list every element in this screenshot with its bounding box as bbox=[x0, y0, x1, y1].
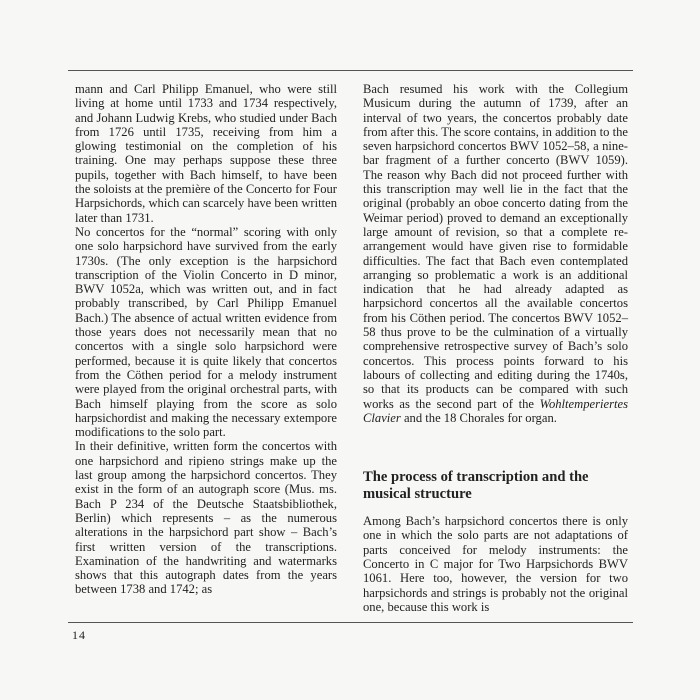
bottom-rule bbox=[68, 622, 633, 623]
right-paragraph-1 bbox=[363, 82, 628, 425]
left-paragraph-2: No concertos for the “normal” scoring with only one solo harpsichord have survived from the early 1730s. (The only exception is the harpsichord transcription of the Violin Concerto in D minor, BWV 1052a, which was written out, and in fact probably transcribed, by Carl Philipp Emanuel Bach.) The absence of actual written evidence from those years does not necessarily mean that no concertos with a single solo harpsichord were performed, because it is quite likely that concertos from the Cöthen period for a melody instrument were played from the original orchestral parts, with Bach himself playing from the score as solo harpsichordist and making the necessary extempore modifications to the solo part. bbox=[75, 224, 337, 440]
section-heading: The process of transcription and the musical structure bbox=[363, 469, 589, 503]
left-paragraph-3: In their definitive, written form the concertos with one harpsichord and ripieno strings make up the last group among the harpsichord concertos. They exist in the form of an autograph score (Mus. ms. Bach P 234 of the Deutsche Staatsbibliothek, Berlin) which represents – as the numerous alterations in the harpsichord part show – Bach’s first written version of the transcriptions. Examination of the handwriting and watermarks shows that this autograph dates from the years between 1738 and 1742; as bbox=[75, 439, 337, 597]
top-rule bbox=[68, 70, 633, 71]
left-column bbox=[75, 82, 337, 597]
right-paragraph-2: Among Bach’s harpsichord concertos there is only one in which the solo parts are not adaptations of parts conceived for melody instruments: the Concerto in C major for Two Harpsichords BWV 1061. Here too, however, the version for two harpsichords and strings is probably not the original one, because this work is bbox=[363, 514, 628, 614]
right-paragraph-1-text: Bach resumed his work with the Collegium Musicum during the autumn of 1739, after an interval of two years, the concertos probably date from after this. The score contains, in addition to the seven harpsichord concertos BWV 1052–58, a nine-bar fragment of a further concerto (BWV 1059). The reason why Bach did not proceed further with this transcription may well lie in the fact that the original (probably an oboe concerto dating from the Weimar period) proved to demand an exceptionally large amount of revision, so that a complete re-arrangement would have given rise to formidable difficulties. The fact that Bach even contemplated arranging so problematic a work is an additional indication that he had already adapted as harpsichord concertos all the available concertos from his Cöthen period. The concertos BWV 1052–58 thus prove to be the culmination of a virtually comprehensive retrospective survey of Bach’s solo concertos. This process points forward to his labours of collecting and editing during the 1740s, so that its products can be compared with such works as the second part of the bbox=[363, 82, 628, 411]
left-paragraph-1: mann and Carl Philipp Emanuel, who were still living at home until 1733 and 1734 respectively, and Johann Ludwig Krebs, who studied under Bach from 1726 until 1735, receiving from him a glowing testimonial on the completion of his training. One may perhaps suppose these three pupils, together with Bach himself, to have been the soloists at the première of the Concerto for Four Harpsichords, which can scarcely have been written later than 1731. bbox=[75, 82, 337, 225]
right-column bbox=[363, 82, 628, 614]
page-number: 14 bbox=[72, 628, 86, 642]
right-paragraph-1-ending: and the 18 Chorales for organ. bbox=[403, 410, 557, 425]
work-title-italic: Wohltemperiertes Clavier bbox=[363, 396, 628, 425]
